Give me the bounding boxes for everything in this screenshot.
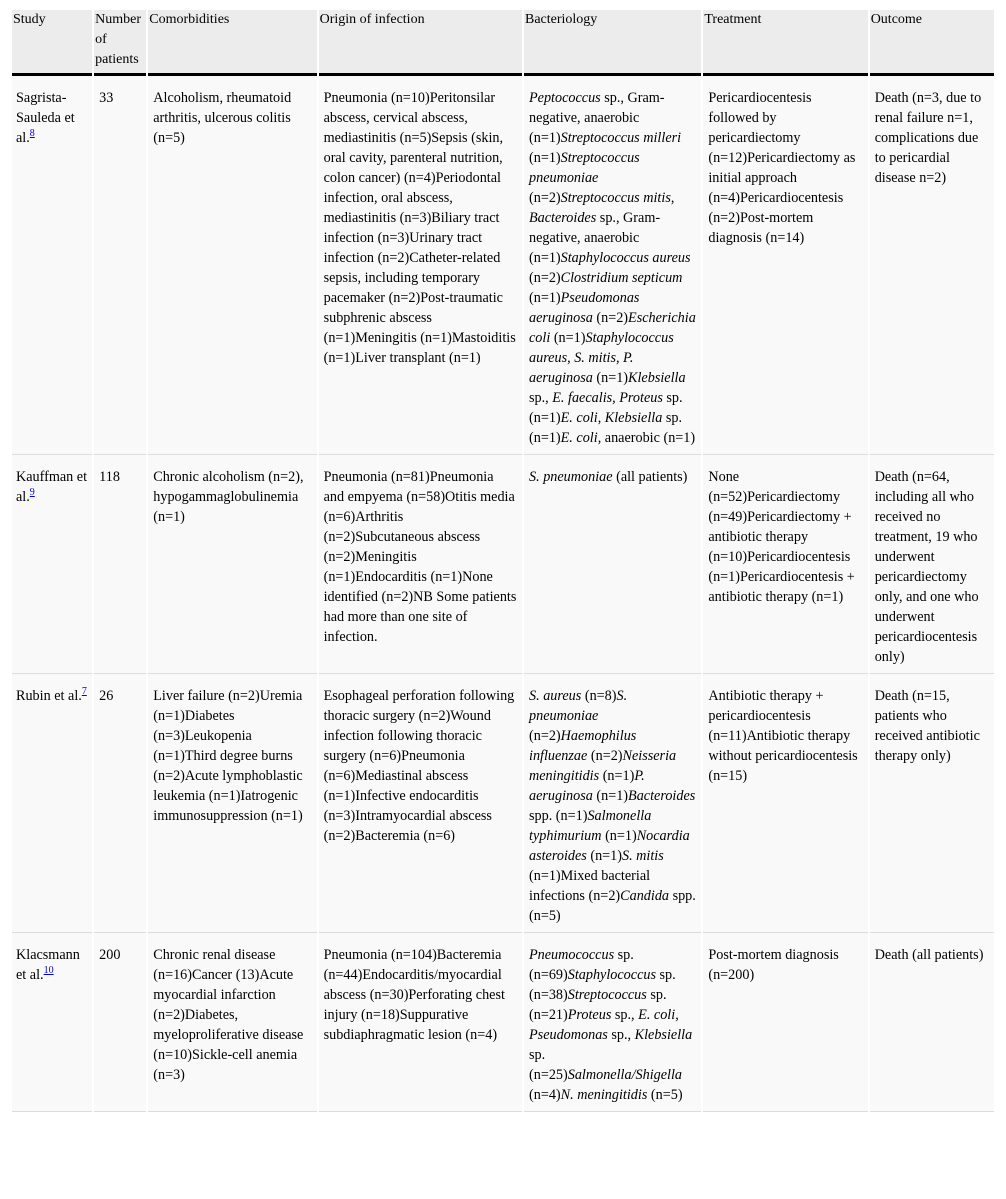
comorbidities-cell: Alcoholism, rheumatoid arthritis, ulcerous colitis (n=5) [148, 76, 316, 455]
treatment-cell: None (n=52)Pericardiectomy (n=49)Pericardiectomy + antibiotic therapy (n=10)Pericardiocentesis (n=1)Pericardiocentesis + antibiotic therapy (n=1) [703, 455, 867, 674]
bacteriology-text: sp. (n=25) [529, 1047, 568, 1083]
bacteriology-text: (n=1) [586, 848, 622, 864]
table-body [12, 76, 994, 1112]
organism-name: E. coli [560, 430, 598, 446]
bacteriology-text: (n=1) [601, 828, 637, 844]
reference-link[interactable]: 10 [43, 965, 54, 977]
organism-name: S. mitis [621, 848, 664, 864]
bacteriology-text: (n=2) [529, 728, 561, 744]
bacteriology-text: (n=1)Mixed bacterial infections (n=2) [529, 868, 651, 904]
reference-link[interactable]: 9 [29, 487, 35, 499]
study-cell [12, 76, 92, 455]
bacteriology-text: (n=4) [529, 1087, 561, 1103]
table-row [12, 674, 994, 933]
data-table [10, 10, 996, 1112]
bacteriology-text: (n=1) [592, 370, 629, 386]
study-cell [12, 455, 92, 674]
bacteriology-text: (n=1) [529, 290, 561, 306]
bacteriology-cell [524, 674, 701, 933]
organism-name: Haemophilus influenzae [529, 728, 637, 764]
treatment-cell: Antibiotic therapy + pericardiocentesis (n=11)Antibiotic therapy without pericardiocentesis (n=15) [703, 674, 867, 933]
header-study: Study [12, 10, 92, 76]
table-row [12, 933, 994, 1112]
patient-count-cell: 33 [94, 76, 146, 455]
comorbidities-cell: Chronic renal disease (n=16)Cancer (13)Acute myocardial infarction (n=2)Diabetes, myeloproliferative disease (n=10)Sickle-cell anemia (n=3) [148, 933, 316, 1112]
reference-link[interactable]: 7 [81, 686, 87, 698]
study-cell [12, 674, 92, 933]
bacteriology-text: (n=2) [529, 270, 561, 286]
organism-name: E. coli [638, 1007, 676, 1023]
reference-superscript [82, 683, 87, 697]
organism-name: Staphylococcus aureus, S. mitis, P. aeruginosa [529, 330, 674, 386]
bacteriology-cell [524, 76, 701, 455]
bacteriology-text: sp. (n=1) [529, 410, 683, 446]
origin-of-infection-cell: Pneumonia (n=10)Peritonsilar abscess, cervical abscess, mediastinitis (n=5)Sepsis (skin, oral cavity, parenteral nutrition, colon cancer) (n=4)Periodontal infection, oral abscess, mediastinitis (n=3)Biliary tract infection (n=3)Urinary tract infection (n=2)Catheter-related sepsis, including temporary pacemaker (n=2)Post-traumatic subphrenic abscess (n=1)Meningitis (n=1)Mastoiditis (n=1)Liver transplant (n=1) [319, 76, 522, 455]
organism-name: Peptococcus [529, 90, 601, 106]
origin-of-infection-cell: Pneumonia (n=104)Bacteremia (n=44)Endocarditis/myocardial abscess (n=30)Perforating chest injury (n=18)Suppurative subdiaphragmatic lesion (n=4) [319, 933, 522, 1112]
header-bacteriology: Bacteriology [524, 10, 701, 76]
organism-name: Streptococcus pneumoniae [529, 150, 640, 186]
bacteriology-text: sp., Gram-negative, anaerobic (n=1) [529, 90, 665, 146]
bacteriology-text: (n=2) [592, 310, 629, 326]
organism-name: Klebsiella [634, 1027, 693, 1043]
comorbidities-cell: Chronic alcoholism (n=2), hypogammaglobulinemia (n=1) [148, 455, 316, 674]
patient-count-cell: 26 [94, 674, 146, 933]
treatment-cell: Post-mortem diagnosis (n=200) [703, 933, 867, 1112]
organism-name: Bacteroides [529, 210, 597, 226]
bacteriology-text: , anaerobic (n=1) [597, 430, 696, 446]
bacteriology-text: sp., [607, 1027, 635, 1043]
bacteriology-cell [524, 933, 701, 1112]
reference-superscript [30, 125, 35, 139]
comorbidities-cell: Liver failure (n=2)Uremia (n=1)Diabetes (n=3)Leukopenia (n=1)Third degree burns (n=2)Acute lymphoblastic leukemia (n=1)Iatrogenic immunosuppression (n=1) [148, 674, 316, 933]
header-treatment: Treatment [703, 10, 867, 76]
organism-name: Salmonella/Shigella [567, 1067, 683, 1083]
study-name: Rubin et al. [16, 688, 82, 704]
bacteriology-text: , [675, 1007, 679, 1023]
header-number-of-patients: Number of patients [94, 10, 146, 76]
organism-name: P. aeruginosa [529, 768, 645, 804]
bacteriology-text: (n=1) [529, 150, 561, 166]
organism-name: Proteus [567, 1007, 612, 1023]
study-name: Sagrista-Sauleda et al. [16, 90, 75, 146]
bacteriology-text: sp., Gram-negative, anaerobic (n=1) [529, 210, 661, 266]
organism-name: Nocardia asteroides [529, 828, 690, 864]
organism-name: Salmonella typhimurium [529, 808, 652, 844]
bacteriology-text: , [670, 190, 675, 206]
patient-count-cell: 200 [94, 933, 146, 1112]
outcome-cell: Death (n=64, including all who received no treatment, 19 who underwent pericardiectomy only, and one who underwent pericardiocentesis only) [870, 455, 994, 674]
bacteriology-text: (n=1) [550, 330, 586, 346]
bacteriology-text: sp. (n=38) [529, 967, 676, 1003]
header-outcome: Outcome [870, 10, 994, 76]
bacteriology-text: (all patients) [612, 469, 688, 485]
bacteriology-text: (n=1) [592, 788, 629, 804]
organism-name: E. coli [560, 410, 598, 426]
outcome-cell: Death (all patients) [870, 933, 994, 1112]
organism-name: Bacteroides [628, 788, 696, 804]
origin-of-infection-cell: Esophageal perforation following thoracic surgery (n=2)Wound infection following thoracic surgery (n=6)Pneumonia (n=6)Mediastinal abscess (n=1)Infective endocarditis (n=3)Intramyocardial abscess (n=2)Bacteremia (n=6) [319, 674, 522, 933]
bacteriology-text: (n=2) [587, 748, 623, 764]
organism-name: Pseudomonas [529, 1027, 608, 1043]
outcome-cell: Death (n=3, due to renal failure n=1, complications due to pericardial disease n=2) [870, 76, 994, 455]
reference-superscript [44, 962, 54, 976]
bacteriology-cell [524, 455, 701, 674]
table-header [12, 10, 994, 76]
header-origin-of-infection: Origin of infection [319, 10, 522, 76]
bacteriology-text: spp. (n=1) [529, 808, 588, 824]
bacteriology-text: sp., [529, 390, 553, 406]
organism-name: Pseudomonas aeruginosa [529, 290, 640, 326]
organism-name: S. pneumoniae [529, 469, 613, 485]
bacteriology-text: sp. (n=1) [529, 390, 683, 426]
organism-name: E. faecalis, Proteus [552, 390, 663, 406]
bacteriology-text: sp. (n=69) [529, 947, 634, 983]
organism-name: Clostridium septicum [560, 270, 683, 286]
organism-name: N. meningitidis [560, 1087, 648, 1103]
patient-count-cell: 118 [94, 455, 146, 674]
bacteriology-text: (n=1) [599, 768, 635, 784]
organism-name: Klebsiella [628, 370, 686, 386]
bacteriology-text: sp., [611, 1007, 639, 1023]
organism-name: S. pneumoniae [529, 688, 628, 724]
organism-name: Staphylococcus aureus [560, 250, 691, 266]
table-row [12, 455, 994, 674]
study-cell [12, 933, 92, 1112]
organism-name: S. aureus [529, 688, 582, 704]
organism-name: Staphylococcus [567, 967, 656, 983]
treatment-cell: Pericardiocentesis followed by pericardiectomy (n=12)Pericardiectomy as initial approach (n=4)Pericardiocentesis (n=2)Post-mortem diagnosis (n=14) [703, 76, 867, 455]
bacteriology-text: sp. (n=21) [529, 987, 667, 1023]
organism-name: Streptococcus mitis [560, 190, 671, 206]
table-row [12, 76, 994, 455]
organism-name: Candida [620, 888, 670, 904]
bacteriology-text: spp. (n=5) [529, 888, 696, 924]
reference-link[interactable]: 8 [29, 128, 35, 140]
organism-name: Streptococcus milleri [560, 130, 682, 146]
organism-name: Klebsiella [604, 410, 663, 426]
organism-name: Streptococcus [567, 987, 647, 1003]
study-name: Kauffman et al. [16, 469, 88, 505]
organism-name: Neisseria meningitidis [529, 748, 677, 784]
organism-name: Pneumococcus [529, 947, 615, 963]
study-name: Klacsmann et al. [16, 947, 80, 983]
header-comorbidities: Comorbidities [148, 10, 316, 76]
organism-name: Escherichia coli [529, 310, 696, 346]
header-row [12, 10, 994, 76]
bacteriology-text: (n=5) [647, 1087, 683, 1103]
outcome-cell: Death (n=15, patients who received antibiotic therapy only) [870, 674, 994, 933]
bacteriology-text: (n=8) [581, 688, 617, 704]
bacteriology-text: (n=2) [529, 190, 561, 206]
bacteriology-text: , [597, 410, 605, 426]
origin-of-infection-cell: Pneumonia (n=81)Pneumonia and empyema (n=58)Otitis media (n=6)Arthritis (n=2)Subcutaneous abscess (n=2)Meningitis (n=1)Endocarditis (n=1)None identified (n=2)NB Some patients had more than one site of infection. [319, 455, 522, 674]
reference-superscript [30, 484, 35, 498]
